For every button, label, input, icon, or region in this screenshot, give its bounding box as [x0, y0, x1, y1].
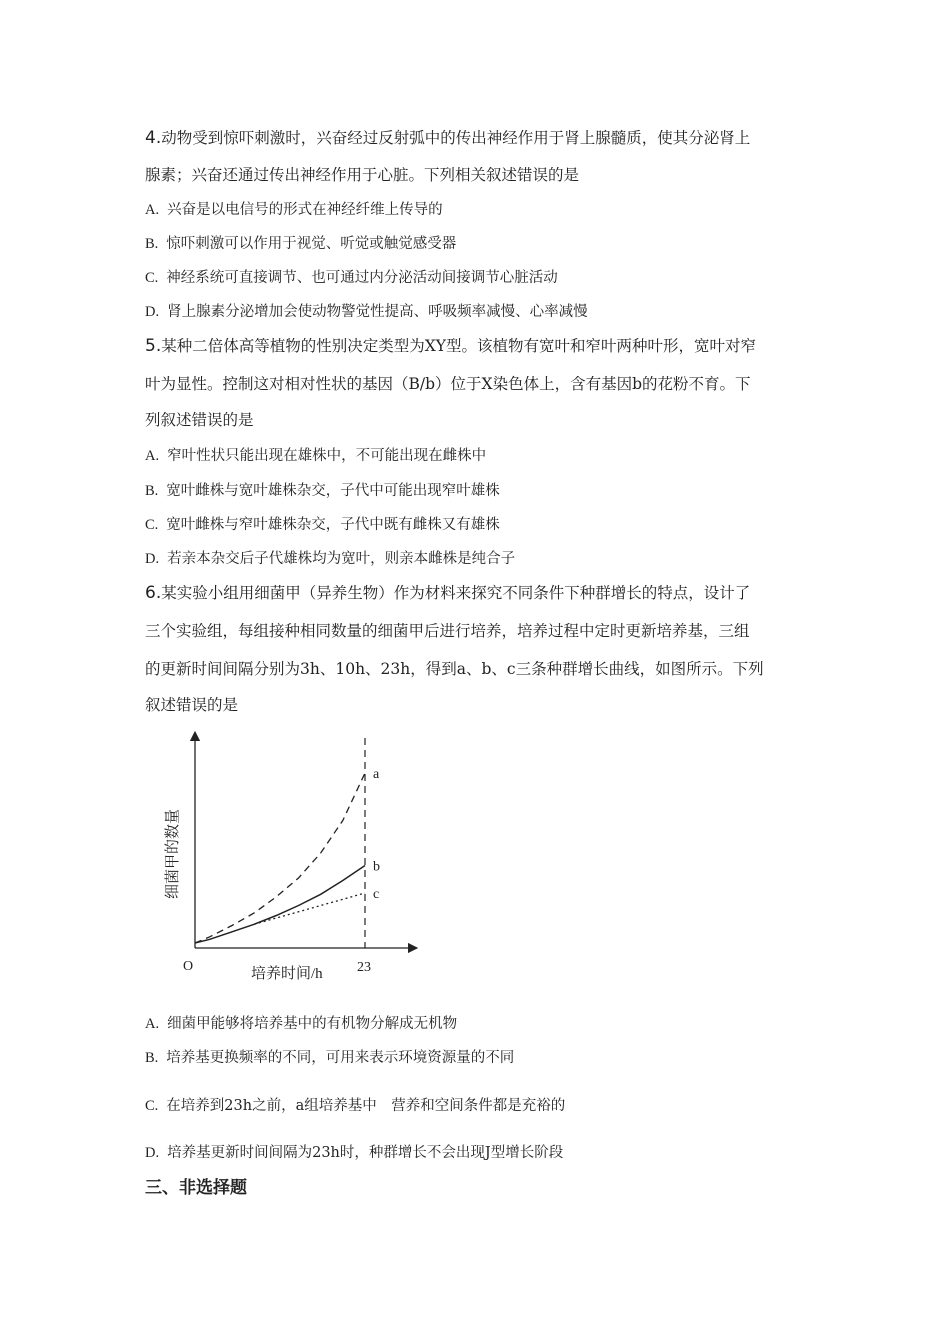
q6-stem-line4: 叙述错误的是	[145, 696, 239, 714]
q5-option-d: D. 若亲本杂交后子代雄株均为宽叶，则亲本雌株是纯合子	[145, 551, 516, 567]
x-tick-label-23: 23	[357, 960, 371, 975]
q5-number: 5.	[145, 336, 162, 356]
q6-option-d: D. 培养基更新时间间隔为23h时，种群增长不会出现J型增长阶段	[145, 1145, 564, 1161]
q4-option-d: D. 肾上腺素分泌增加会使动物警觉性提高、呼吸频率减慢、心率减慢	[145, 304, 588, 320]
series-b-label: b	[373, 859, 380, 875]
q4-number: 4.	[145, 128, 162, 148]
series-c-label: c	[373, 887, 380, 902]
q6-stem-line3: 的更新时间间隔分别为3h、10h、23h，得到a、b、c三条种群增长曲线，如图所示。下列	[145, 660, 764, 678]
q6-option-c: C. 在培养到23h之前，a组培养基中 营养和空间条件都是充裕的	[145, 1098, 566, 1114]
q4-stem-line1: 4.动物受到惊吓刺激时，兴奋经过反射弧中的传出神经作用于肾上腺髓质，使其分泌肾上	[145, 128, 751, 148]
q6-number: 6.	[145, 583, 162, 603]
q6-option-b: B. 培养基更换频率的不同，可用来表示环境资源量的不同	[145, 1050, 515, 1066]
q5-stem-line1: 5.某种二倍体高等植物的性别决定类型为XY型。该植物有宽叶和窄叶两种叶形，宽叶对窄	[145, 336, 757, 356]
q5-stem-line2: 叶为显性。控制这对相对性状的基因（B/b）位于X染色体上，含有基因b的花粉不育。下	[145, 375, 751, 393]
y-axis-label: 细菌甲的数量	[165, 808, 181, 900]
q5-stem-line3: 列叙述错误的是	[145, 411, 254, 429]
q4-stem-line2: 腺素；兴奋还通过传出神经作用于心脏。下列相关叙述错误的是	[145, 166, 580, 184]
x-axis-label: 培养时间/h	[251, 966, 323, 982]
q6-stem-line1: 6.某实验小组用细菌甲（异养生物）作为材料来探究不同条件下种群增长的特点，设计了	[145, 583, 751, 603]
q5-option-a: A. 窄叶性状只能出现在雄株中，不可能出现在雌株中	[145, 448, 487, 464]
series-c-line	[254, 893, 365, 924]
q5-option-c: C. 宽叶雌株与窄叶雄株杂交，子代中既有雌株又有雄株	[145, 517, 500, 533]
growth-curve-chart	[155, 728, 425, 983]
origin-label: O	[183, 959, 194, 974]
q4-option-c: C. 神经系统可直接调节、也可通过内分泌活动间接调节心脏活动	[145, 270, 558, 286]
series-a-label: a	[373, 767, 380, 782]
q5-option-b: B. 宽叶雌株与宽叶雄株杂交，子代中可能出现窄叶雄株	[145, 483, 500, 499]
q6-stem-line2: 三个实验组，每组接种相同数量的细菌甲后进行培养，培养过程中定时更新培养基，三组	[145, 622, 750, 640]
q6-option-a: A. 细菌甲能够将培养基中的有机物分解成无机物	[145, 1016, 458, 1032]
q4-option-a: A. 兴奋是以电信号的形式在神经纤维上传导的	[145, 202, 443, 218]
series-layer	[195, 738, 380, 948]
section-heading: 三、非选择题	[145, 1178, 247, 1198]
q4-option-b: B. 惊吓刺激可以作用于视觉、听觉或触觉感受器	[145, 236, 457, 252]
